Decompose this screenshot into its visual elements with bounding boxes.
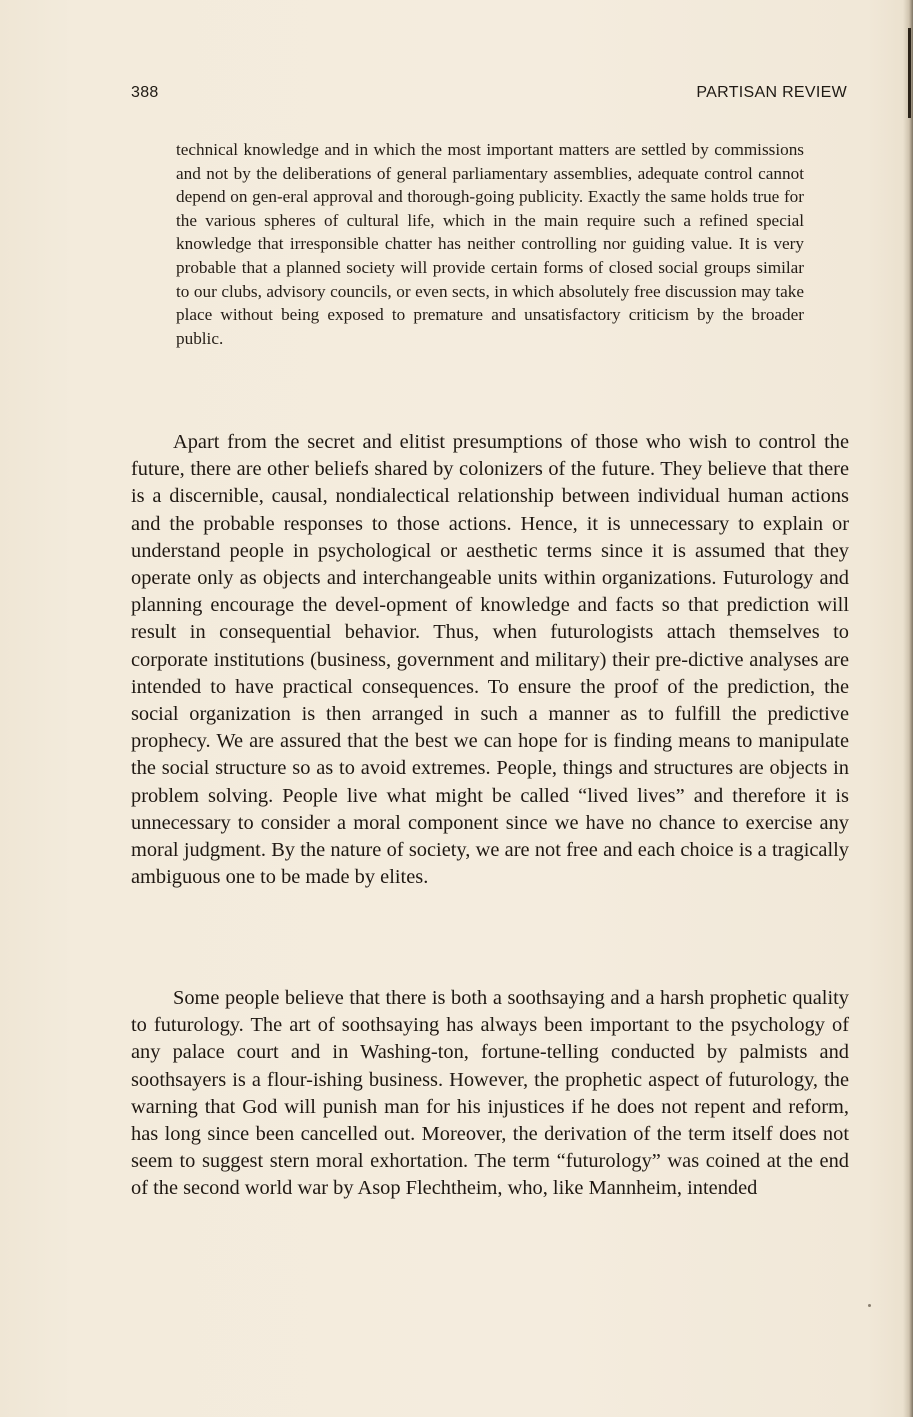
body-paragraph-1 [131, 429, 849, 891]
block-quote: technical knowledge and in which the most important matters are settled by commissions and not by the deliberations of general parliamentary assemblies, adequate control cannot depend on gen-eral approval and thorough-going publicity. Exactly the same holds true for the various spheres of cultural life, which in the main require such a refined special knowledge that irresponsible chatter has neither controlling nor guiding value. It is very probable that a planned society will provide certain forms of closed social groups similar to our clubs, advisory councils, or even sects, in which absolutely free discussion may take place without being exposed to premature and unsatisfactory criticism by the broader public. [176, 140, 804, 348]
paragraph-text: Apart from the secret and elitist presumptions of those who wish to control the future, there are other beliefs shared by colonizers of the future. They believe that there is a discernible, causal, nondialectical relationship between individual human actions and the probable responses to those actions. Hence, it is unnecessary to explain or understand people in psychological or aesthetic terms since it is assumed that they operate only as objects and interchangeable units within organizations. Futurology and planning encourage the devel-opment of knowledge and facts so that prediction will result in consequential behavior. Thus, when futurologists attach themselves to corporate institutions (business, government and military) their pre-dictive analyses are intended to have practical consequences. To ensure the proof of the prediction, the social organization is then arranged in such a manner as to fulfill the predictive prophecy. We are assured that the best we can hope for is finding means to manipulate the social structure so as to avoid extremes. People, things and structures are objects in problem solving. People live what might be called “lived lives” and therefore it is unnecessary to consider a moral component since we have no chance to exercise any moral judgment. By the nature of society, we are not free and each choice is a tragically ambiguous one to be made by elites. [131, 431, 849, 889]
page-binding-edge [903, 0, 913, 1417]
body-paragraph-2 [131, 985, 849, 1203]
running-head: PARTISAN REVIEW [696, 84, 847, 101]
print-speck [868, 1304, 871, 1307]
page-header [131, 84, 847, 106]
binding-mark [908, 28, 911, 118]
page-number: 388 [131, 84, 159, 101]
paragraph-text: Some people believe that there is both a soothsaying and a harsh prophetic quality to futurology. The art of soothsaying has always been important to the psychology of any palace court and in Washing-ton, fortune-telling conducted by palmists and soothsayers is a flour-ishing business. However, the prophetic aspect of futurology, the warning that God will punish man for his injustices if he does not repent and reform, has long since been cancelled out. Moreover, the derivation of the term itself does not seem to suggest stern moral exhortation. The term “futurology” was coined at the end of the second world war by Asop Flechtheim, who, like Mannheim, intended [131, 987, 849, 1200]
